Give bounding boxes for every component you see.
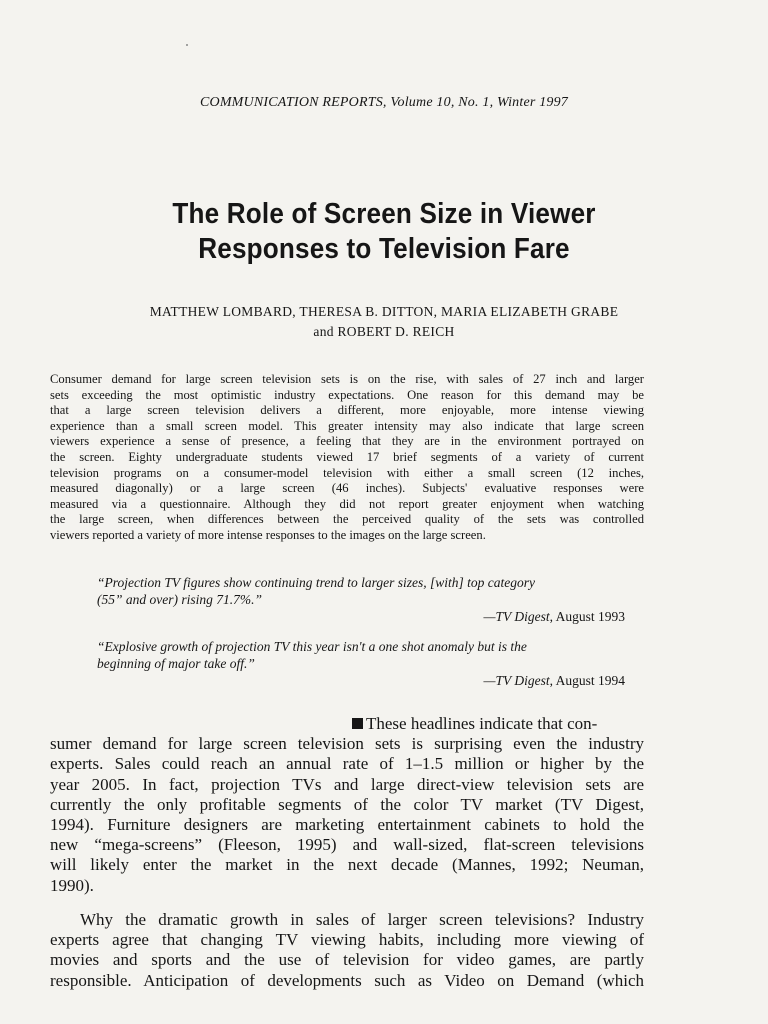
abstract-line: viewers reported a variety of more intense responses to the images on the large screen. (50, 527, 486, 542)
author-line: and ROBERT D. REICH (313, 324, 455, 339)
abstract-line: measured via a questionnaire. Although they did not report greater enjoyment when watching (50, 496, 644, 511)
body-line: currently the only profitable segments of the color TV market (TV Digest, (50, 794, 644, 814)
abstract-line: measured diagonally) or a large screen (46 inches). Subjects' evaluative responses were (50, 481, 644, 496)
body-line: will likely enter the market in the next decade (Mannes, 1992; Neuman, (50, 855, 644, 875)
abstract-line: that a large screen television delivers a different, more enjoyable, more intense viewing (50, 403, 644, 418)
epigraph-source-date: , August 1993 (549, 609, 625, 624)
abstract-line: sets exceeding the most optimistic industry expectations. One reason for this demand may be (50, 387, 644, 402)
scan-speck (186, 44, 188, 46)
body-line: year 2005. In fact, projection TVs and large direct-view television sets are (50, 774, 644, 794)
body-line: responsible. Anticipation of developments such as Video on Demand (which (50, 970, 644, 990)
body-line: new “mega-screens” (Fleeson, 1995) and wall-sized, flat-screen televisions (50, 835, 644, 855)
epigraph (97, 574, 625, 625)
title-line: The Role of Screen Size in Viewer (172, 198, 596, 230)
epigraph-source (97, 608, 625, 625)
epigraph-source-date: , August 1994 (549, 673, 625, 688)
abstract (50, 372, 644, 544)
epigraph-source-name: —TV Digest (483, 609, 550, 624)
abstract-line: experience than a small screen model. This greater intensity may also indicate that large screen (50, 418, 644, 433)
paragraph-marker-icon (352, 718, 363, 729)
abstract-line: Consumer demand for large screen television sets is on the rise, with sales of 27 inch and larger (50, 372, 644, 386)
epigraph-source-name: —TV Digest (483, 673, 550, 688)
abstract-line: television programs on a consumer-model television with either a small screen (12 inches, (50, 465, 644, 480)
epigraph (97, 638, 625, 689)
epigraph-quote-line: “Explosive growth of projection TV this year isn't a one shot anomaly but is the (97, 639, 527, 654)
body-line: movies and sports and the use of television for video games, are partly (50, 950, 644, 970)
body-line: 1994). Furniture designers are marketing entertainment cabinets to hold the (50, 815, 644, 835)
body-line: sumer demand for large screen television sets is surprising even the industry (50, 734, 644, 754)
epigraph-source (97, 672, 625, 689)
body-paragraph (50, 714, 644, 896)
abstract-line: viewers experience a sense of presence, a feeling that they are in the environment portrayed on (50, 434, 644, 449)
body-line: Why the dramatic growth in sales of larger screen televisions? Industry (80, 910, 644, 929)
body-line-text: These headlines indicate that con- (366, 714, 598, 733)
epigraph-quote-line: beginning of major take off.” (97, 656, 255, 671)
title-line: Responses to Television Fare (198, 233, 570, 265)
article-title (38, 197, 729, 267)
body-line (50, 714, 644, 734)
epigraph-quote-line: “Projection TV figures show continuing trend to larger sizes, [with] top category (97, 575, 535, 590)
journal-header: COMMUNICATION REPORTS, Volume 10, No. 1, Winter 1997 (199, 95, 569, 110)
body-line: 1990). (50, 875, 94, 895)
author-list (0, 302, 768, 342)
epigraph-quote-line: (55” and over) rising 71.7%.” (97, 592, 262, 607)
body-line: experts agree that changing TV viewing habits, including more viewing of (50, 930, 644, 950)
abstract-line: the screen. Eighty undergraduate students viewed 17 brief segments of a variety of current (50, 449, 644, 464)
author-line: MATTHEW LOMBARD, THERESA B. DITTON, MARIA ELIZABETH GRABE (149, 304, 619, 319)
body-paragraph (50, 910, 644, 991)
body-line: experts. Sales could reach an annual rate of 1–1.5 million or higher by the (50, 754, 644, 774)
abstract-line: the large screen, when differences between the perceived quality of the sets was controlled (50, 512, 644, 527)
